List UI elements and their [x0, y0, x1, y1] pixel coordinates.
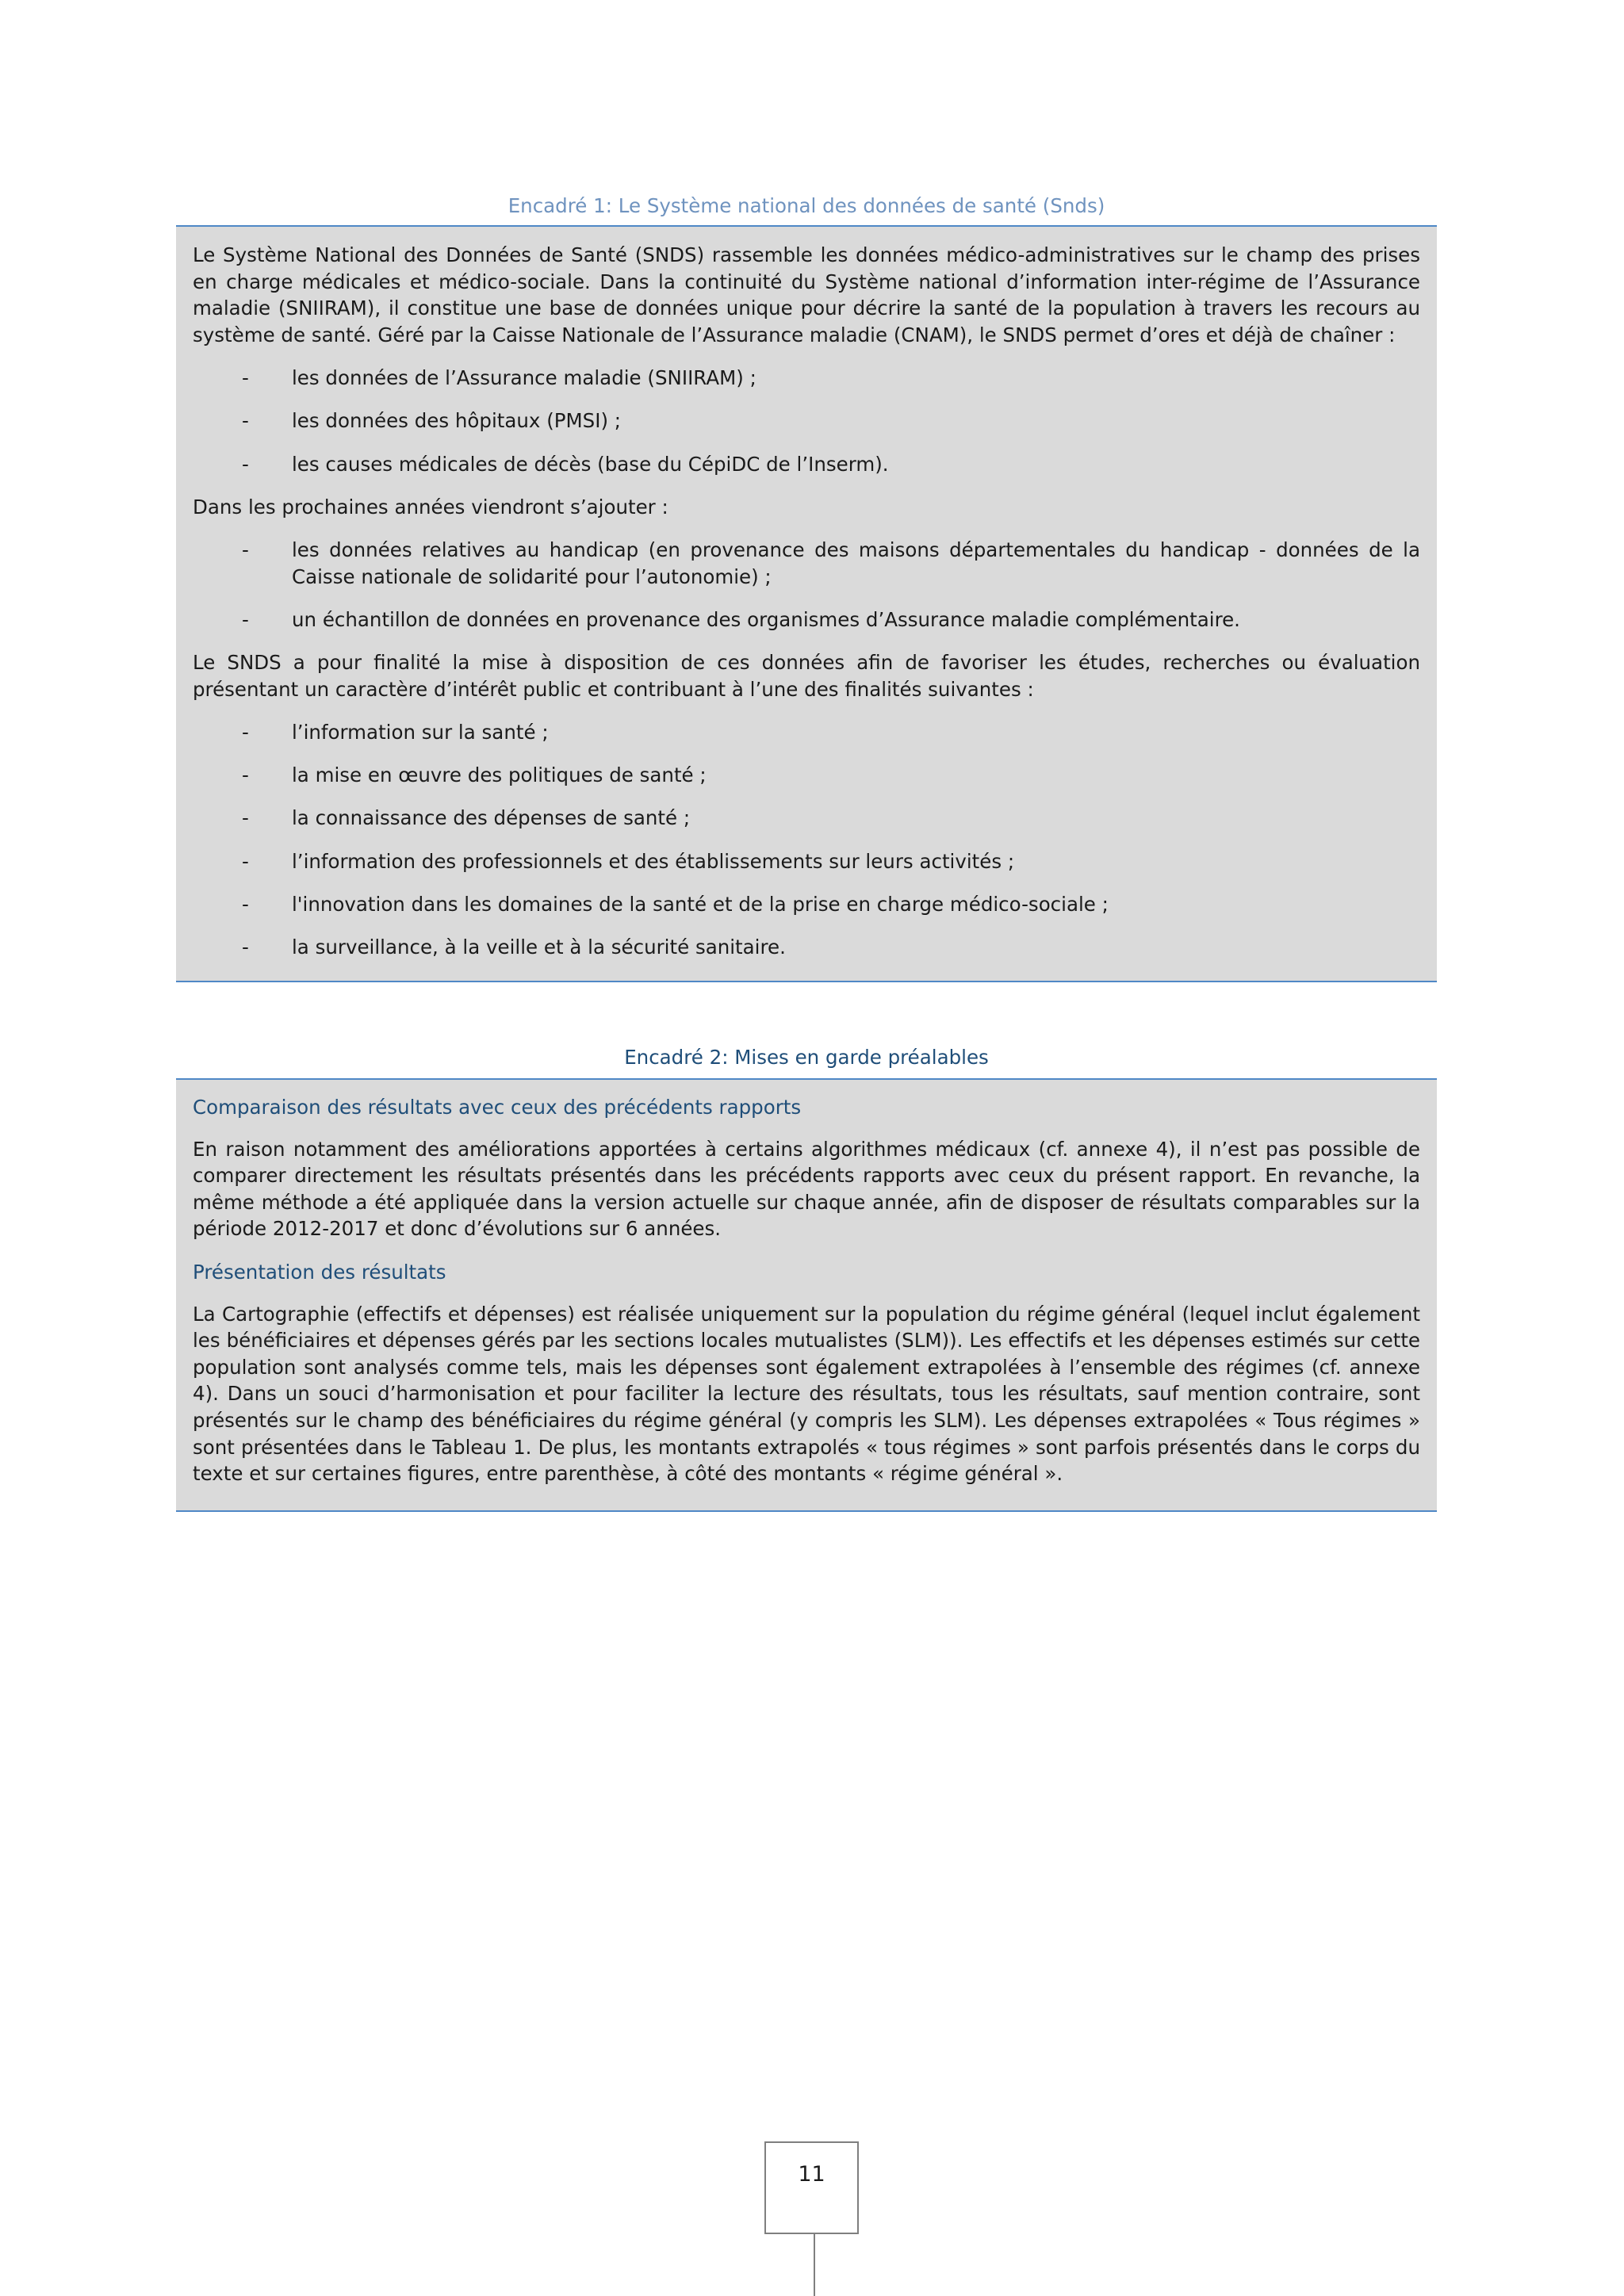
encadre1-list3	[193, 719, 1420, 960]
list-item: - la surveillance, à la veille et à la sécurité sanitaire.	[193, 934, 1420, 961]
list-item: - les données des hôpitaux (PMSI) ;	[193, 408, 1420, 434]
encadre2-heading-presentation: Présentation des résultats	[193, 1260, 446, 1284]
page-number: 11	[798, 2162, 825, 2187]
encadre1-list2	[193, 537, 1420, 633]
encadre1-para2: Dans les prochaines années viendront s’ajouter :	[193, 495, 668, 519]
bullet-dash: -	[242, 935, 249, 959]
bullet-dash: -	[242, 763, 249, 787]
encadre2-caption: Encadré 2: Mises en garde préalables	[624, 1046, 989, 1069]
bullet-dash: -	[242, 366, 249, 390]
encadre1-intro: Le Système National des Données de Santé (SNDS) rassemble les données médico-administratives sur le champ des prises en charge médicales et médico-sociale. Dans la continuité du Système national d’information inter-régime de l’Assurance maladie (SNIIRAM), il constitue une base de données unique pour décrire la santé de la population à travers les recours au système de santé. Géré par la Caisse Nationale de l’Assurance maladie (CNAM), le SNDS permet d’ores et déjà de chaîner :	[193, 243, 1420, 346]
encadre2-para1: En raison notamment des améliorations apportées à certains algorithmes médicaux (cf. annexe 4), il n’est pas possible de comparer directement les résultats présentés dans les précédents rapports avec ceux du présent rapport. En revanche, la même méthode a été appliquée dans la version actuelle sur chaque année, afin de disposer de résultats comparables sur la période 2012-2017 et donc d’évolutions sur 6 années.	[193, 1137, 1420, 1241]
bullet-dash: -	[242, 607, 249, 631]
list-item: - les données relatives au handicap (en provenance des maisons départementales du handicap - données de la Caisse nationale de solidarité pour l’autonomie) ;	[242, 538, 1420, 588]
list-item: - l’information sur la santé ;	[193, 719, 1420, 746]
encadre1-list1	[193, 365, 1420, 477]
list-item: - un échantillon de données en provenance des organismes d’Assurance maladie complémentaire.	[193, 607, 1420, 633]
bullet-dash: -	[242, 452, 249, 476]
bullet-dash: -	[242, 538, 249, 562]
encadre2-para2: La Cartographie (effectifs et dépenses) est réalisée uniquement sur la population du régime général (lequel inclut également les bénéficiaires et dépenses gérés par les sections locales mutualistes (SLM)). Les effectifs et les dépenses estimés sur cette population sont analysés comme tels, mais les dépenses sont également extrapolées à l’ensemble des régimes (cf. annexe 4). Dans un souci d’harmonisation et pour faciliter la lecture des résultats, tous les résultats, sauf mention contraire, sont présentés sur le champ des bénéficiaires du régime général (y compris les SLM). Les dépenses extrapolées « Tous régimes » sont présentées dans le Tableau 1. De plus, les montants extrapolés « tous régimes » sont parfois présentés dans le corps du texte et sur certaines figures, entre parenthèse, à côté des montants « régime général ».	[193, 1302, 1420, 1486]
page-number-box	[764, 2141, 859, 2234]
bullet-dash: -	[242, 409, 249, 433]
encadre2-heading-comparaison: Comparaison des résultats avec ceux des précédents rapports	[193, 1096, 802, 1119]
list-item: - l'innovation dans les domaines de la santé et de la prise en charge médico-sociale ;	[193, 891, 1420, 918]
bullet-dash: -	[242, 721, 249, 744]
encadre2-box	[176, 1078, 1437, 1512]
page-number-connector	[814, 2234, 815, 2296]
encadre1-para3: Le SNDS a pour finalité la mise à disposition de ces données afin de favoriser les études, recherches ou évaluation présentant un caractère d’intérêt public et contribuant à l’une des finalités suivantes :	[193, 651, 1420, 701]
bullet-dash: -	[242, 806, 249, 830]
list-item: - les causes médicales de décès (base du CépiDC de l’Inserm).	[193, 451, 1420, 478]
list-item: - l’information des professionnels et des établissements sur leurs activités ;	[193, 848, 1420, 875]
list-item: - les données de l’Assurance maladie (SNIIRAM) ;	[193, 365, 1420, 392]
bullet-dash: -	[242, 892, 249, 916]
list-item: - la mise en œuvre des politiques de santé ;	[193, 762, 1420, 789]
encadre1-box	[176, 225, 1437, 982]
list-item: - la connaissance des dépenses de santé ;	[193, 805, 1420, 832]
bullet-dash: -	[242, 849, 249, 873]
encadre1-caption: Encadré 1: Le Système national des données de santé (Snds)	[508, 194, 1105, 217]
